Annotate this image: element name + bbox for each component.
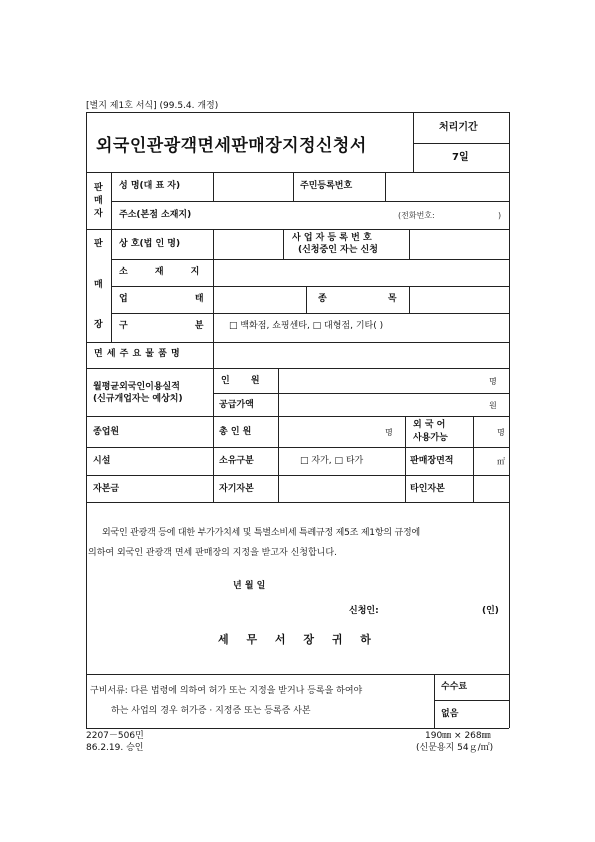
date-line: 년 월 일 (233, 581, 266, 591)
store-type-options[interactable]: □ 백화점, 쇼핑센타, □ 대형점, 기타( ) (229, 321, 384, 331)
foreign-language-sublabel: 사용가능 (413, 433, 448, 443)
paper-size: 190㎜ × 268㎜ (425, 731, 491, 741)
capital-label: 자본금 (93, 484, 120, 494)
address-label: 주소(본점 소재지) (119, 210, 192, 220)
form-number: [별지 제1호 서식] (99.5.4. 개정) (86, 101, 219, 111)
ownership-label: 소유구분 (219, 456, 254, 466)
form-title: 외국인관광객면세판매장지정신청서 (96, 136, 367, 156)
paper-type: (신문용지 54ｇ/㎡) (416, 743, 494, 753)
foreign-language-label: 외 국 어 (413, 420, 446, 430)
fee-value: 없음 (441, 709, 459, 719)
approval-date: 86.2.19. 승인 (86, 743, 144, 753)
store-area-label: 판매장면적 (410, 456, 454, 466)
processing-period-label: 처리기간 (439, 122, 478, 133)
performance-sublabel: (신규개업자는 예상치) (93, 394, 183, 404)
ownership-options[interactable]: □ 자가, □ 타가 (300, 456, 364, 466)
amount-unit: 원 (489, 401, 497, 410)
other-capital-label: 타인자본 (410, 484, 445, 494)
declaration-line-1: 외국인 관광객 등에 대한 부가가치세 및 특별소비세 특례규정 제5조 제1항의 규정에 (102, 528, 420, 538)
required-documents-line-2: 하는 사업의 경우 허가증 · 지정증 또는 등록증 사본 (111, 706, 311, 716)
persons-label: 인 원 (221, 376, 260, 386)
fee-label: 수수료 (441, 682, 468, 692)
form-code: 2207－506민 (86, 731, 144, 741)
trade-name-label: 상 호(법 인 명) (119, 239, 181, 249)
phone-label: (전화번호: (398, 211, 435, 220)
biz-no-label: 사 업 자 등 록 번 호 (292, 233, 372, 243)
seller-section-char: 판 (94, 183, 103, 193)
category-label: 종 목 (318, 294, 397, 304)
persons-unit: 명 (489, 377, 497, 386)
facility-label: 시설 (93, 456, 111, 466)
applicant-seal: (인) (482, 606, 499, 616)
store-section-char: 판 (94, 239, 103, 249)
applicant-label: 신청인: (349, 606, 379, 616)
phone-close: ) (498, 211, 502, 220)
seller-section-char: 매 (94, 196, 103, 206)
performance-label: 월평균외국인이용실적 (93, 382, 180, 392)
business-type-label: 업 태 (119, 294, 204, 304)
declaration-line-2: 의하여 외국인 관광객 면세 판매장의 지정을 받고자 신청합니다. (88, 548, 337, 558)
processing-period-value: 7일 (452, 152, 469, 163)
employees-label: 종업원 (93, 427, 120, 437)
store-section-char: 매 (94, 280, 103, 290)
reg-no-label: 주민등록번호 (300, 181, 353, 191)
biz-no-sublabel: (신청중인 자는 신청 (298, 245, 378, 255)
name-label: 성 명(대 표 자) (119, 181, 181, 191)
amount-label: 공급가액 (219, 400, 254, 410)
total-employees-unit: 명 (385, 428, 393, 437)
foreign-language-unit: 명 (497, 428, 505, 437)
items-label: 면 세 주 요 물 품 명 (94, 349, 181, 359)
addressee: 세 무 서 장 귀 하 (218, 633, 374, 646)
total-employees-label: 총 인 원 (219, 427, 252, 437)
location-label: 소 재 지 (119, 267, 200, 277)
store-area-unit: ㎡ (497, 457, 505, 466)
store-type-label: 구 분 (119, 321, 204, 331)
seller-section-char: 자 (94, 209, 103, 219)
own-capital-label: 자기자본 (219, 484, 254, 494)
store-section-char: 장 (94, 320, 103, 330)
required-documents-line-1: 구비서류: 다른 법령에 의하여 허가 또는 지정을 받거나 등록을 하여야 (90, 686, 363, 696)
